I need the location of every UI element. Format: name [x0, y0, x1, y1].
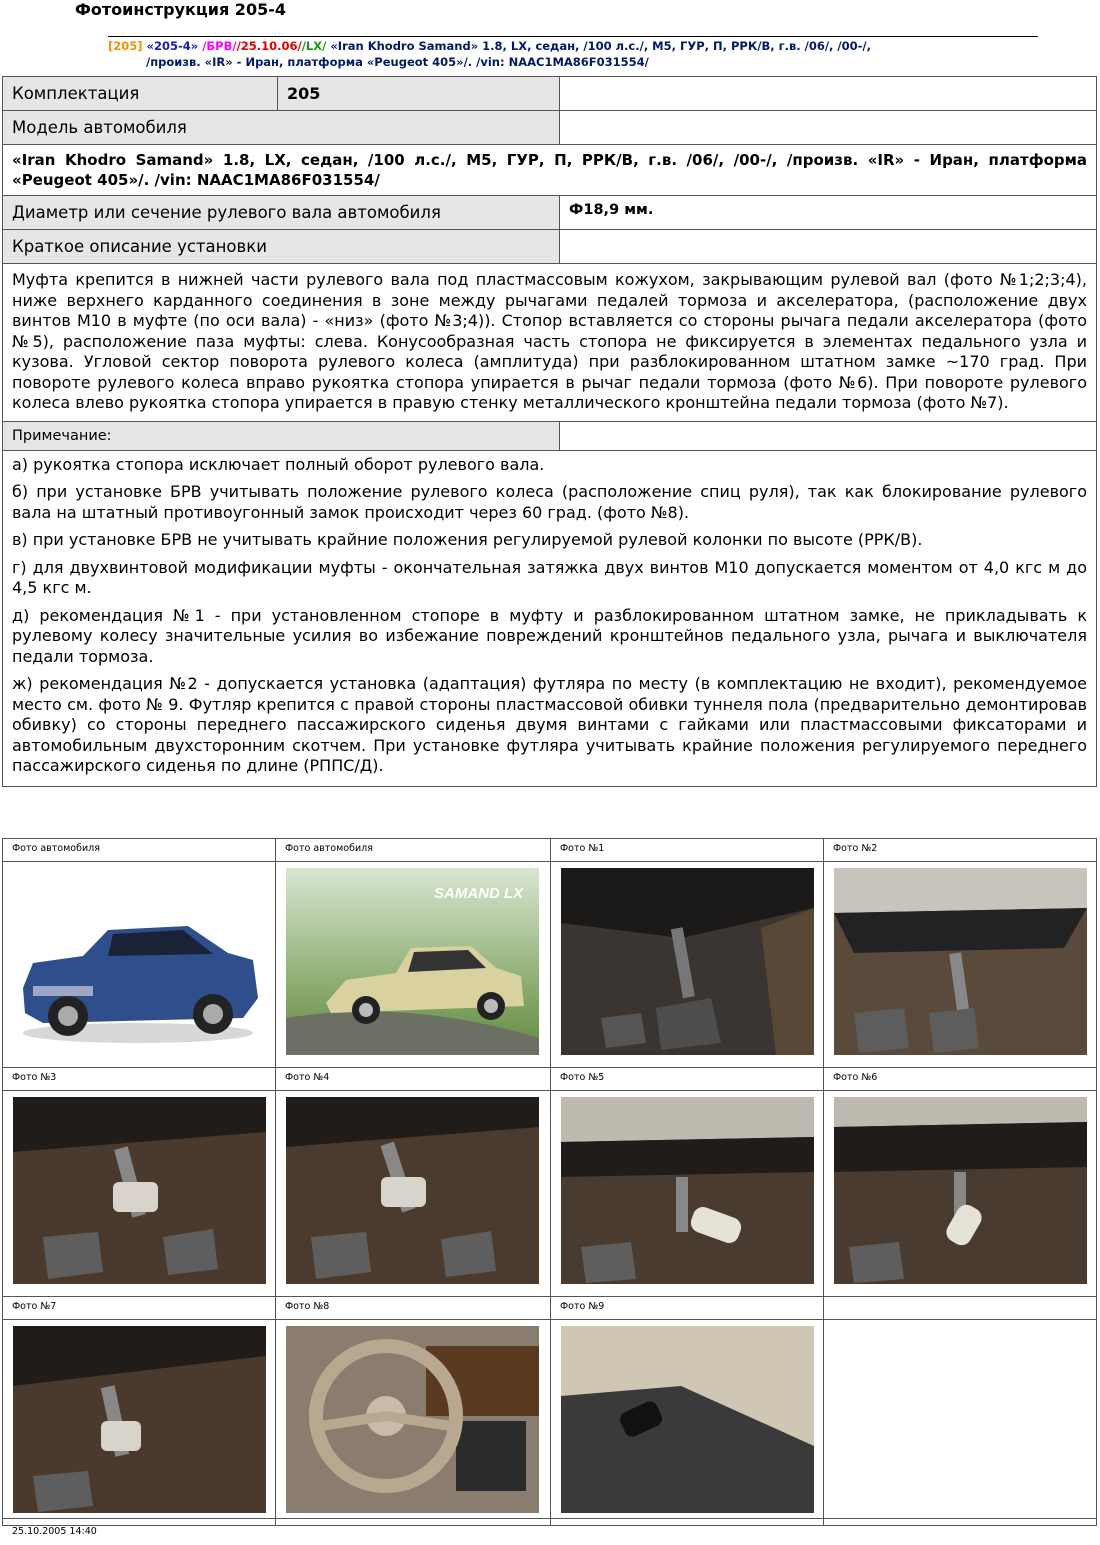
note-item: г) для двухвинтовой модификации муфты - окончательная затяжка двух винтов М10 допускается моментом от 4,0 кгс м до 4,5 кгс м. — [12, 557, 1087, 597]
samand-lx-logo: SAMAND LX — [434, 885, 524, 902]
photo-caption: Фото №6 — [824, 1068, 1097, 1091]
config-label: Комплектация — [3, 77, 278, 111]
photo-caption: Фото автомобиля — [276, 839, 551, 862]
photo-6 — [824, 1091, 1097, 1297]
pedal-area-photo-1 — [561, 868, 814, 1055]
lock-photo-7 — [13, 1326, 266, 1513]
photo-caption: Фото №2 — [824, 839, 1097, 862]
header-divider — [108, 36, 1038, 37]
photo-caption: Фото автомобиля — [3, 839, 276, 862]
info-table — [2, 76, 1097, 787]
note-item: а) рукоятка стопора исключает полный оборот рулевого вала. — [12, 454, 545, 474]
brief-label: Краткое описание установки — [3, 230, 560, 264]
photo-8 — [276, 1320, 551, 1526]
gold-sedan-photo — [286, 868, 539, 1055]
footer-date: 25.10.2005 14:40 — [12, 1526, 97, 1537]
blue-sedan-photo — [13, 868, 266, 1055]
header-line-2: /произв. «IR» - Иран, платформа «Peugeot 405»/. /vin: NAAC1MA86F031554/ — [146, 55, 649, 69]
case-photo-9 — [561, 1326, 814, 1513]
header-brv: /БРВ/ — [202, 39, 237, 53]
photo-caption: Фото №8 — [276, 1297, 551, 1320]
photo-3 — [3, 1091, 276, 1297]
config-empty — [560, 77, 1097, 111]
note-item: б) при установке БРВ учитывать положение рулевого колеса (расположение спиц руля), так как блокирование рулевого вала на штатный противоугонный замок происходит через 60 град. (фото №8). — [12, 482, 1087, 522]
photo-caption: Фото №4 — [276, 1068, 551, 1091]
photo-empty — [824, 1320, 1097, 1526]
model-full-text: «Iran Khodro Samand» 1.8, LX, седан, /100 л.с./, М5, ГУР, П, РРК/В, г.в. /06/, /00-/, /произв. «IR» - Иран, платформа «Peugeot 405»/. /vin: NAAC1MA86F031554/ — [3, 145, 1097, 196]
photo-car-gold — [276, 862, 551, 1068]
model-label: Модель автомобиля — [3, 111, 560, 145]
photo-caption: Фото №3 — [3, 1068, 276, 1091]
photo-caption: Фото №1 — [551, 839, 824, 862]
document-title: Фотоинструкция 205-4 — [75, 0, 286, 19]
model-empty — [560, 111, 1097, 145]
photo-grid — [2, 838, 1097, 1526]
header-code2: «205-4» — [146, 39, 199, 53]
lock-photo-5 — [561, 1097, 814, 1284]
header-trim: /LX/ — [301, 39, 327, 53]
photo-9 — [551, 1320, 824, 1526]
photo-caption — [824, 1297, 1097, 1320]
coupling-photo-3 — [13, 1097, 266, 1284]
note-empty — [560, 421, 1097, 450]
photo-caption: Фото №9 — [551, 1297, 824, 1320]
note-label: Примечание: — [3, 421, 560, 450]
diameter-value: Ф18,9 мм. — [560, 196, 1097, 230]
header-model: «Iran Khodro Samand» 1.8, LX, седан, /100 л.с./, М5, ГУР, П, РРК/В, г.в. /06/, /00-/, — [330, 39, 871, 53]
note-item: д) рекомендация №1 - при установленном стопоре в муфту и разблокированном штатном замке, не прикладывать к рулевому колесу значительные усилия во избежание повреждений кронштейнов педального узла, рычага и выключателя педали тормоза. — [12, 605, 1087, 666]
photo-car-blue — [3, 862, 276, 1068]
coupling-photo-4 — [286, 1097, 539, 1284]
footer-divider — [2, 1518, 1096, 1519]
brief-empty — [560, 230, 1097, 264]
photo-caption: Фото №5 — [551, 1068, 824, 1091]
photo-5 — [551, 1091, 824, 1297]
description-text: Муфта крепится в нижней части рулевого вала под пластмассовым кожухом, закрывающим рулевой вал (фото №1;2;3;4), ниже верхнего карданного соединения в зоне между рычагами педалей тормоза и акселератора, (расположение двух винтов М10 в муфте (по оси вала) - «низ» (фото №3;4)). Стопор вставляется со стороны рычага педали акселератора (фото №5), расположение паза муфты: слева. Конусообразная часть стопора не фиксируется в элементах педального узла и кузова. Угловой сектор поворота рулевого колеса (амплитуда) при разблокированном штатном замке ~170 град. При повороте рулевого колеса вправо рукоятка стопора упирается в рычаг педали тормоза (фото №6). При повороте рулевого колеса влево рукоятка стопора упирается в правую стенку металлического кронштейна педали тормоза (фото №7). — [3, 264, 1097, 422]
note-item: ж) рекомендация №2 - допускается установка (адаптация) футляра по месту (в комплектацию не входит), рекомендуемое место см. фото № 9. Футляр крепится с правой стороны пластмассовой обивки туннеля пола (предварительно демонтировав обивку) со стороны переднего пассажирского сиденья двумя винтами с гайками или пластмассовыми фиксаторами и автомобильным двухсторонним скотчем. При установке футляра учитывать крайние положения регулируемого переднего пассажирского сиденья по длине (РППС/Д). — [12, 674, 1087, 775]
header-date: /25.10.06/ — [236, 39, 302, 53]
photo-caption: Фото №7 — [3, 1297, 276, 1320]
photo-2 — [824, 862, 1097, 1068]
photo-4 — [276, 1091, 551, 1297]
pedal-area-photo-2 — [834, 868, 1087, 1055]
header-line-1 — [108, 38, 1038, 54]
photo-7 — [3, 1320, 276, 1526]
lock-photo-6 — [834, 1097, 1087, 1284]
note-item: в) при установке БРВ не учитывать крайние положения регулируемой рулевой колонки по высоте (РРК/В). — [12, 530, 923, 549]
photo-1 — [551, 862, 824, 1068]
header-summary — [108, 38, 1038, 70]
notes-block — [3, 450, 1097, 786]
diameter-label: Диаметр или сечение рулевого вала автомобиля — [3, 196, 560, 230]
steering-wheel-photo-8 — [286, 1326, 539, 1513]
header-code: [205] — [108, 39, 143, 53]
config-value: 205 — [278, 77, 560, 111]
